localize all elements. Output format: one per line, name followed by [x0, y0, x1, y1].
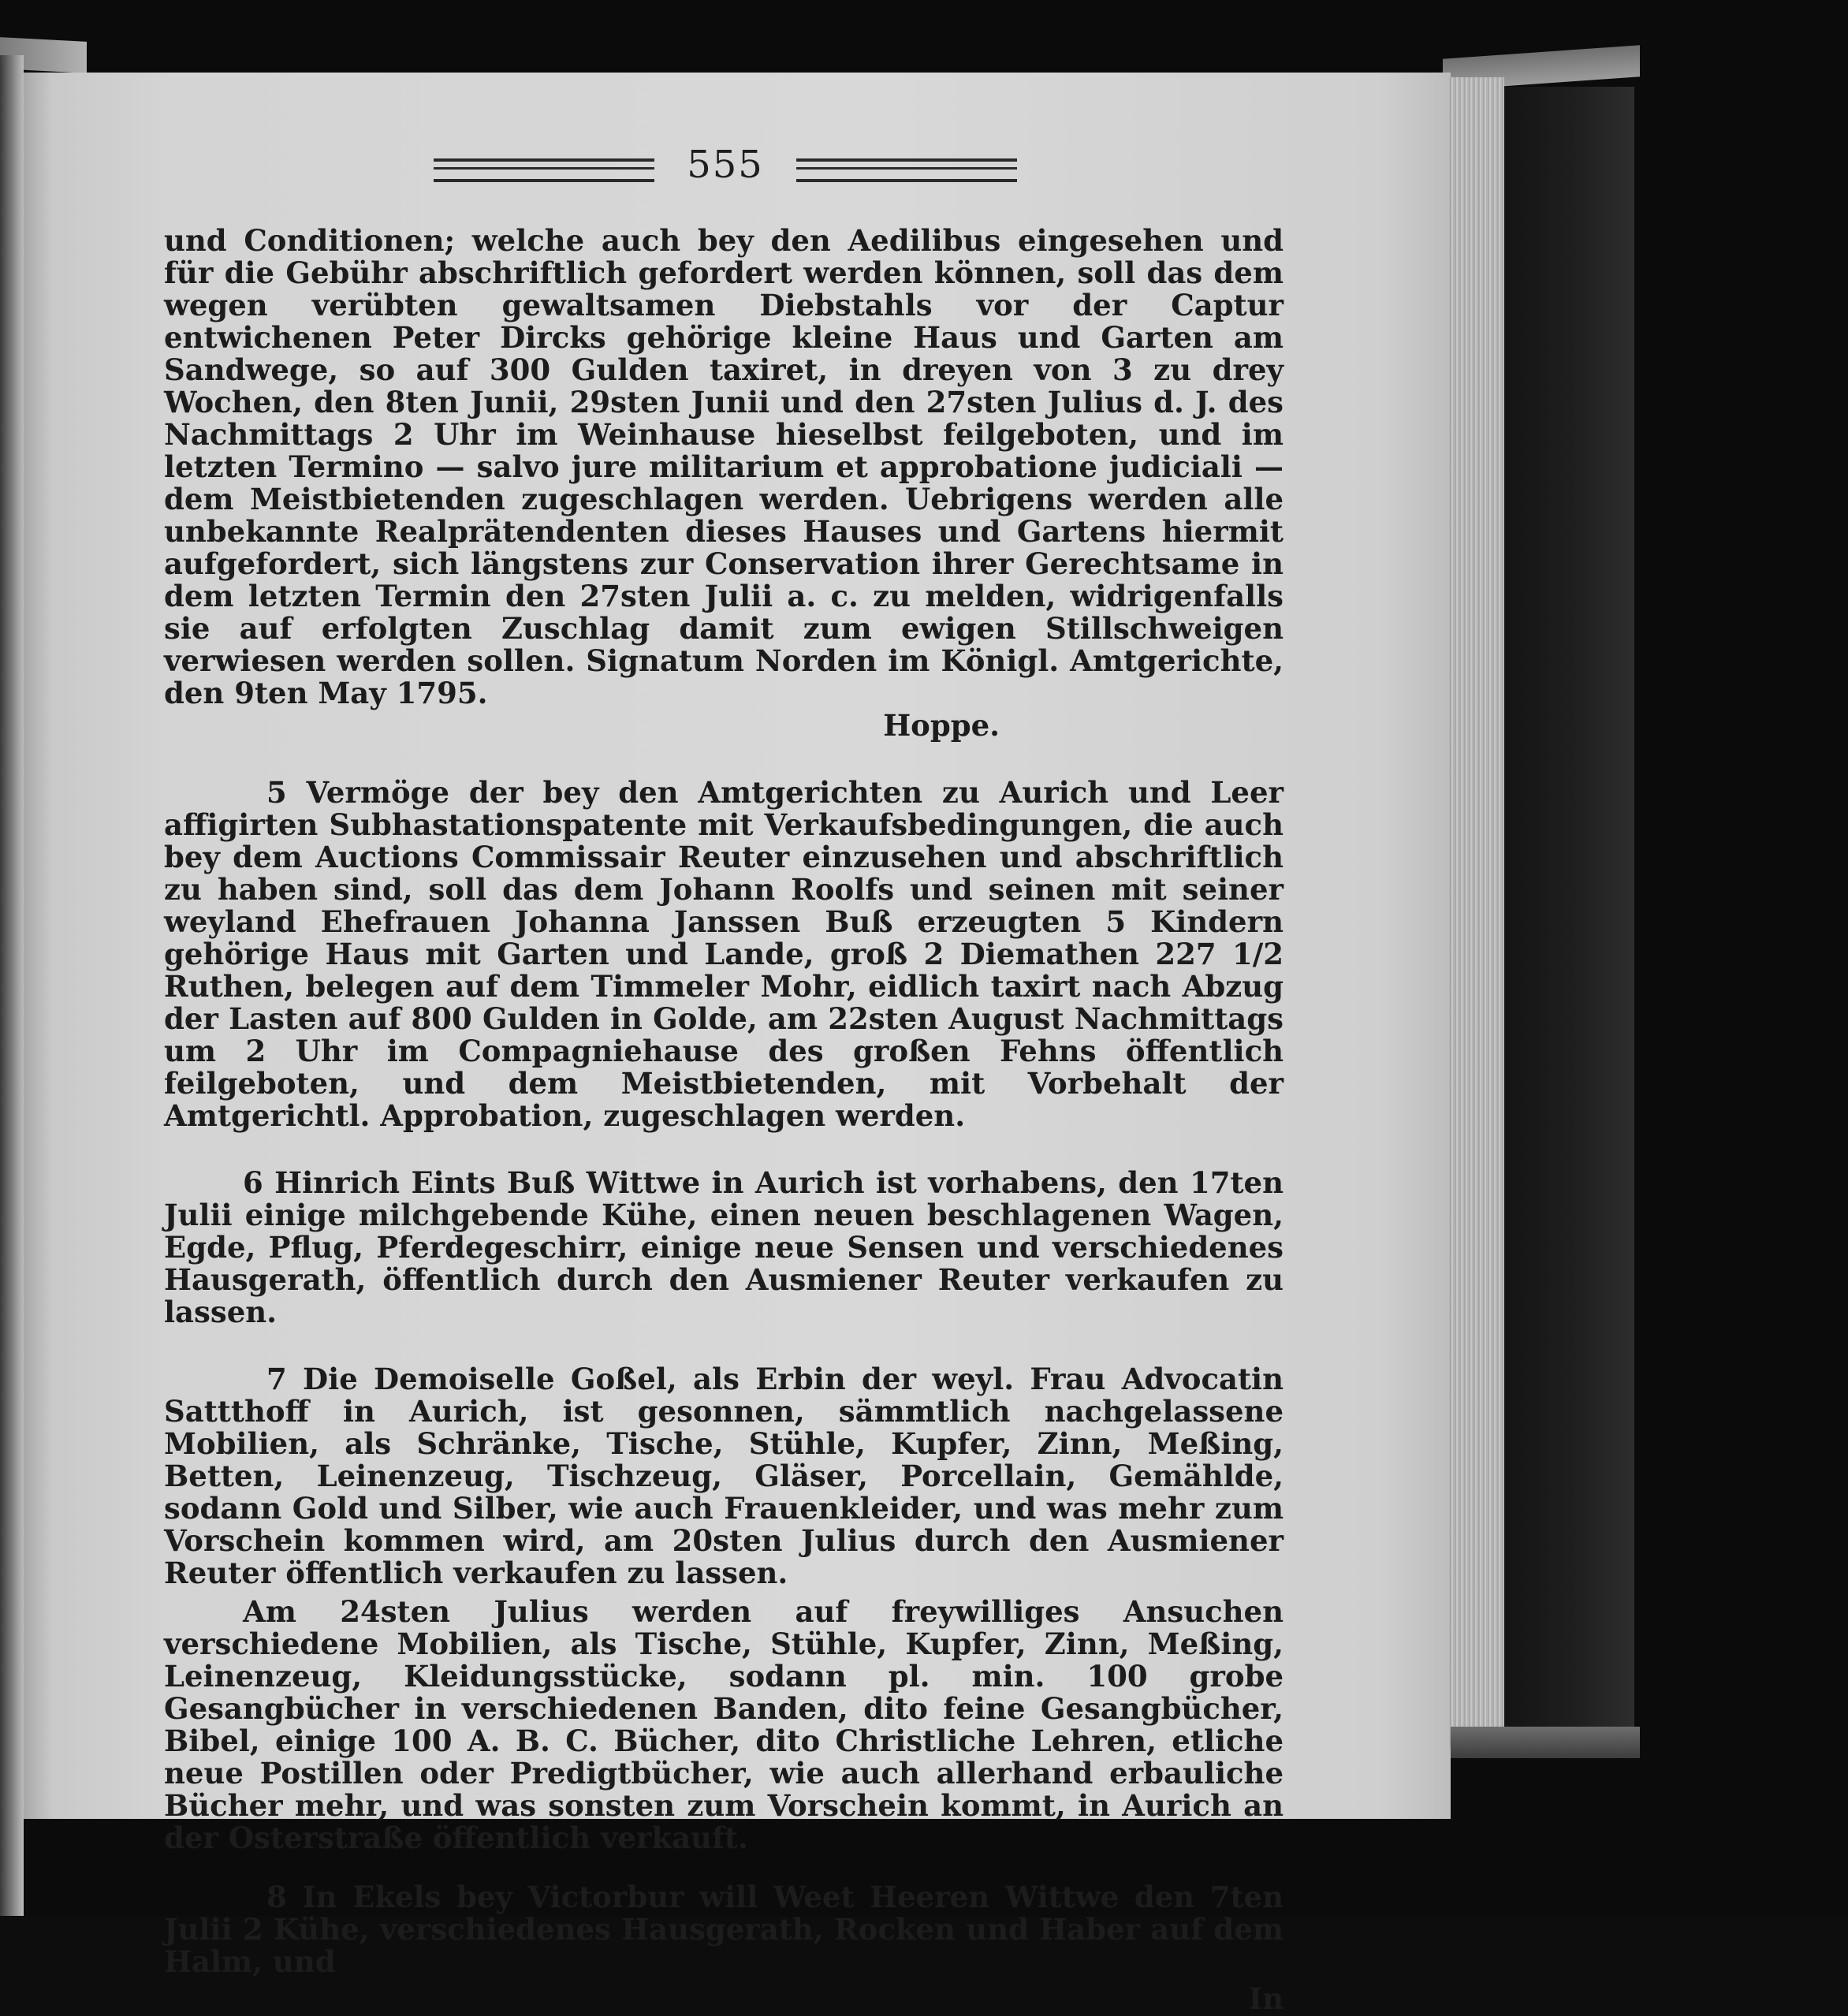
- signature-hoppe: Hoppe.: [883, 708, 1000, 743]
- paragraph-item-6: 6 Hinrich Eints Buß Wittwe in Aurich ist vorhabens, den 17ten Julii einige milchgebende Kühe, einen neuen beschlagenen Wagen, Egde, Pflug, Pferdegeschirr, einige neue Sensen und verschiedenes Hausgerath, öffentlich durch den Ausmiener Reuter verkaufen zu lassen.: [164, 1165, 1284, 1329]
- paragraph-continuation: und Conditionen; welche auch bey den Aedilibus eingesehen und für die Gebühr abschriftlich gefordert werden können, soll das dem wegen verübten gewaltsamen Diebstahls vor der Captur entwichenen Peter Dircks gehörige kleine Haus und Garten am Sandwege, so auf 300 Gulden taxiret, in dreyen von 3 zu drey Wochen, den 8ten Junii, 29sten Junii und den 27sten Julius d. J. des Nachmittags 2 Uhr im Weinhause hieselbst feilgeboten, und im letzten Termino — salvo jure militarium et approbatione judiciali — dem Meistbietenden zugeschlagen werden. Uebrigens werden alle unbekannte Realprätendenten dieses Hauses und Gartens hiermit aufgefordert, sich längstens zur Conservation ihrer Gerechtsame in dem letzten Termin den 27sten Julii a. c. zu melden, widrigenfalls sie auf erfolgten Zuschlag damit zum ewigen Stillschweigen verwiesen werden sollen. Signatum Norden im Königl. Amtgerichte, den 9ten May 1795.: [164, 223, 1284, 710]
- book-binding-edge: [1504, 87, 1634, 1727]
- page-header: [434, 143, 1017, 193]
- catchword: In: [1248, 1981, 1284, 2016]
- paragraph-item-7-continued: Am 24sten Julius werden auf freywilliges Ansuchen verschiedene Mobilien, als Tische, Stühle, Kupfer, Zinn, Meßing, Leinenzeug, Kleidungsstücke, sodann pl. min. 100 grobe Gesangbücher in verschiedenen Banden, dito feine Gesangbücher, Bibel, einige 100 A. B. C. Bücher, dito Christliche Lehren, etliche neue Postillen oder Predigtbücher, wie auch allerhand erbauliche Bücher mehr, und was sonsten zum Vorschein kommt, in Aurich an der Osterstraße öffentlich verkauft.: [164, 1594, 1284, 1855]
- book-cover-edge-bottom: [1451, 1727, 1640, 1758]
- page-stack-edge: [1449, 77, 1504, 1749]
- left-page-edge: [0, 55, 24, 1916]
- paragraph-item-8: 8 In Ekels bey Victorbur will Weet Heeren Wittwe den 7ten Julii 2 Kühe, verschiedenes Hausgerath, Rocken und Haber auf dem Halm, und: [164, 1880, 1284, 1979]
- paragraph-item-5: 5 Vermöge der bey den Amtgerichten zu Aurich und Leer affigirten Subhastationspatente mit Verkaufsbedingungen, die auch bey dem Auctions Commissair Reuter einzusehen und abschriftlich zu haben sind, soll das dem Johann Roolfs und seinen mit seiner weyland Ehefrauen Johanna Janssen Buß erzeugten 5 Kindern gehörige Haus mit Garten und Lande, groß 2 Diemathen 227 1/2 Ruthen, belegen auf dem Timmeler Mohr, eidlich taxirt nach Abzug der Lasten auf 800 Gulden in Golde, am 22sten August Nachmittags um 2 Uhr im Compagniehause des großen Fehns öffentlich feilgeboten, und dem Meistbietenden, mit Vorbehalt der Amtgerichtl. Approbation, zugeschlagen werden.: [164, 775, 1284, 1133]
- paragraph-item-7: 7 Die Demoiselle Goßel, als Erbin der weyl. Frau Advocatin Sattthoff in Aurich, ist gesonnen, sämmtlich nachgelassene Mobilien, als Schränke, Tische, Stühle, Kupfer, Zinn, Meßing, Betten, Leinenzeug, Tischzeug, Gläser, Porcellain, Gemählde, sodann Gold und Silber, wie auch Frauenkleider, und was mehr zum Vorschein kommen wird, am 20sten Julius durch den Ausmiener Reuter öffentlich verkaufen zu lassen.: [164, 1362, 1284, 1590]
- page-number: 555: [687, 143, 764, 187]
- page-body: [164, 225, 1284, 2015]
- header-rule-left: [434, 158, 654, 182]
- header-rule-right: [796, 158, 1017, 182]
